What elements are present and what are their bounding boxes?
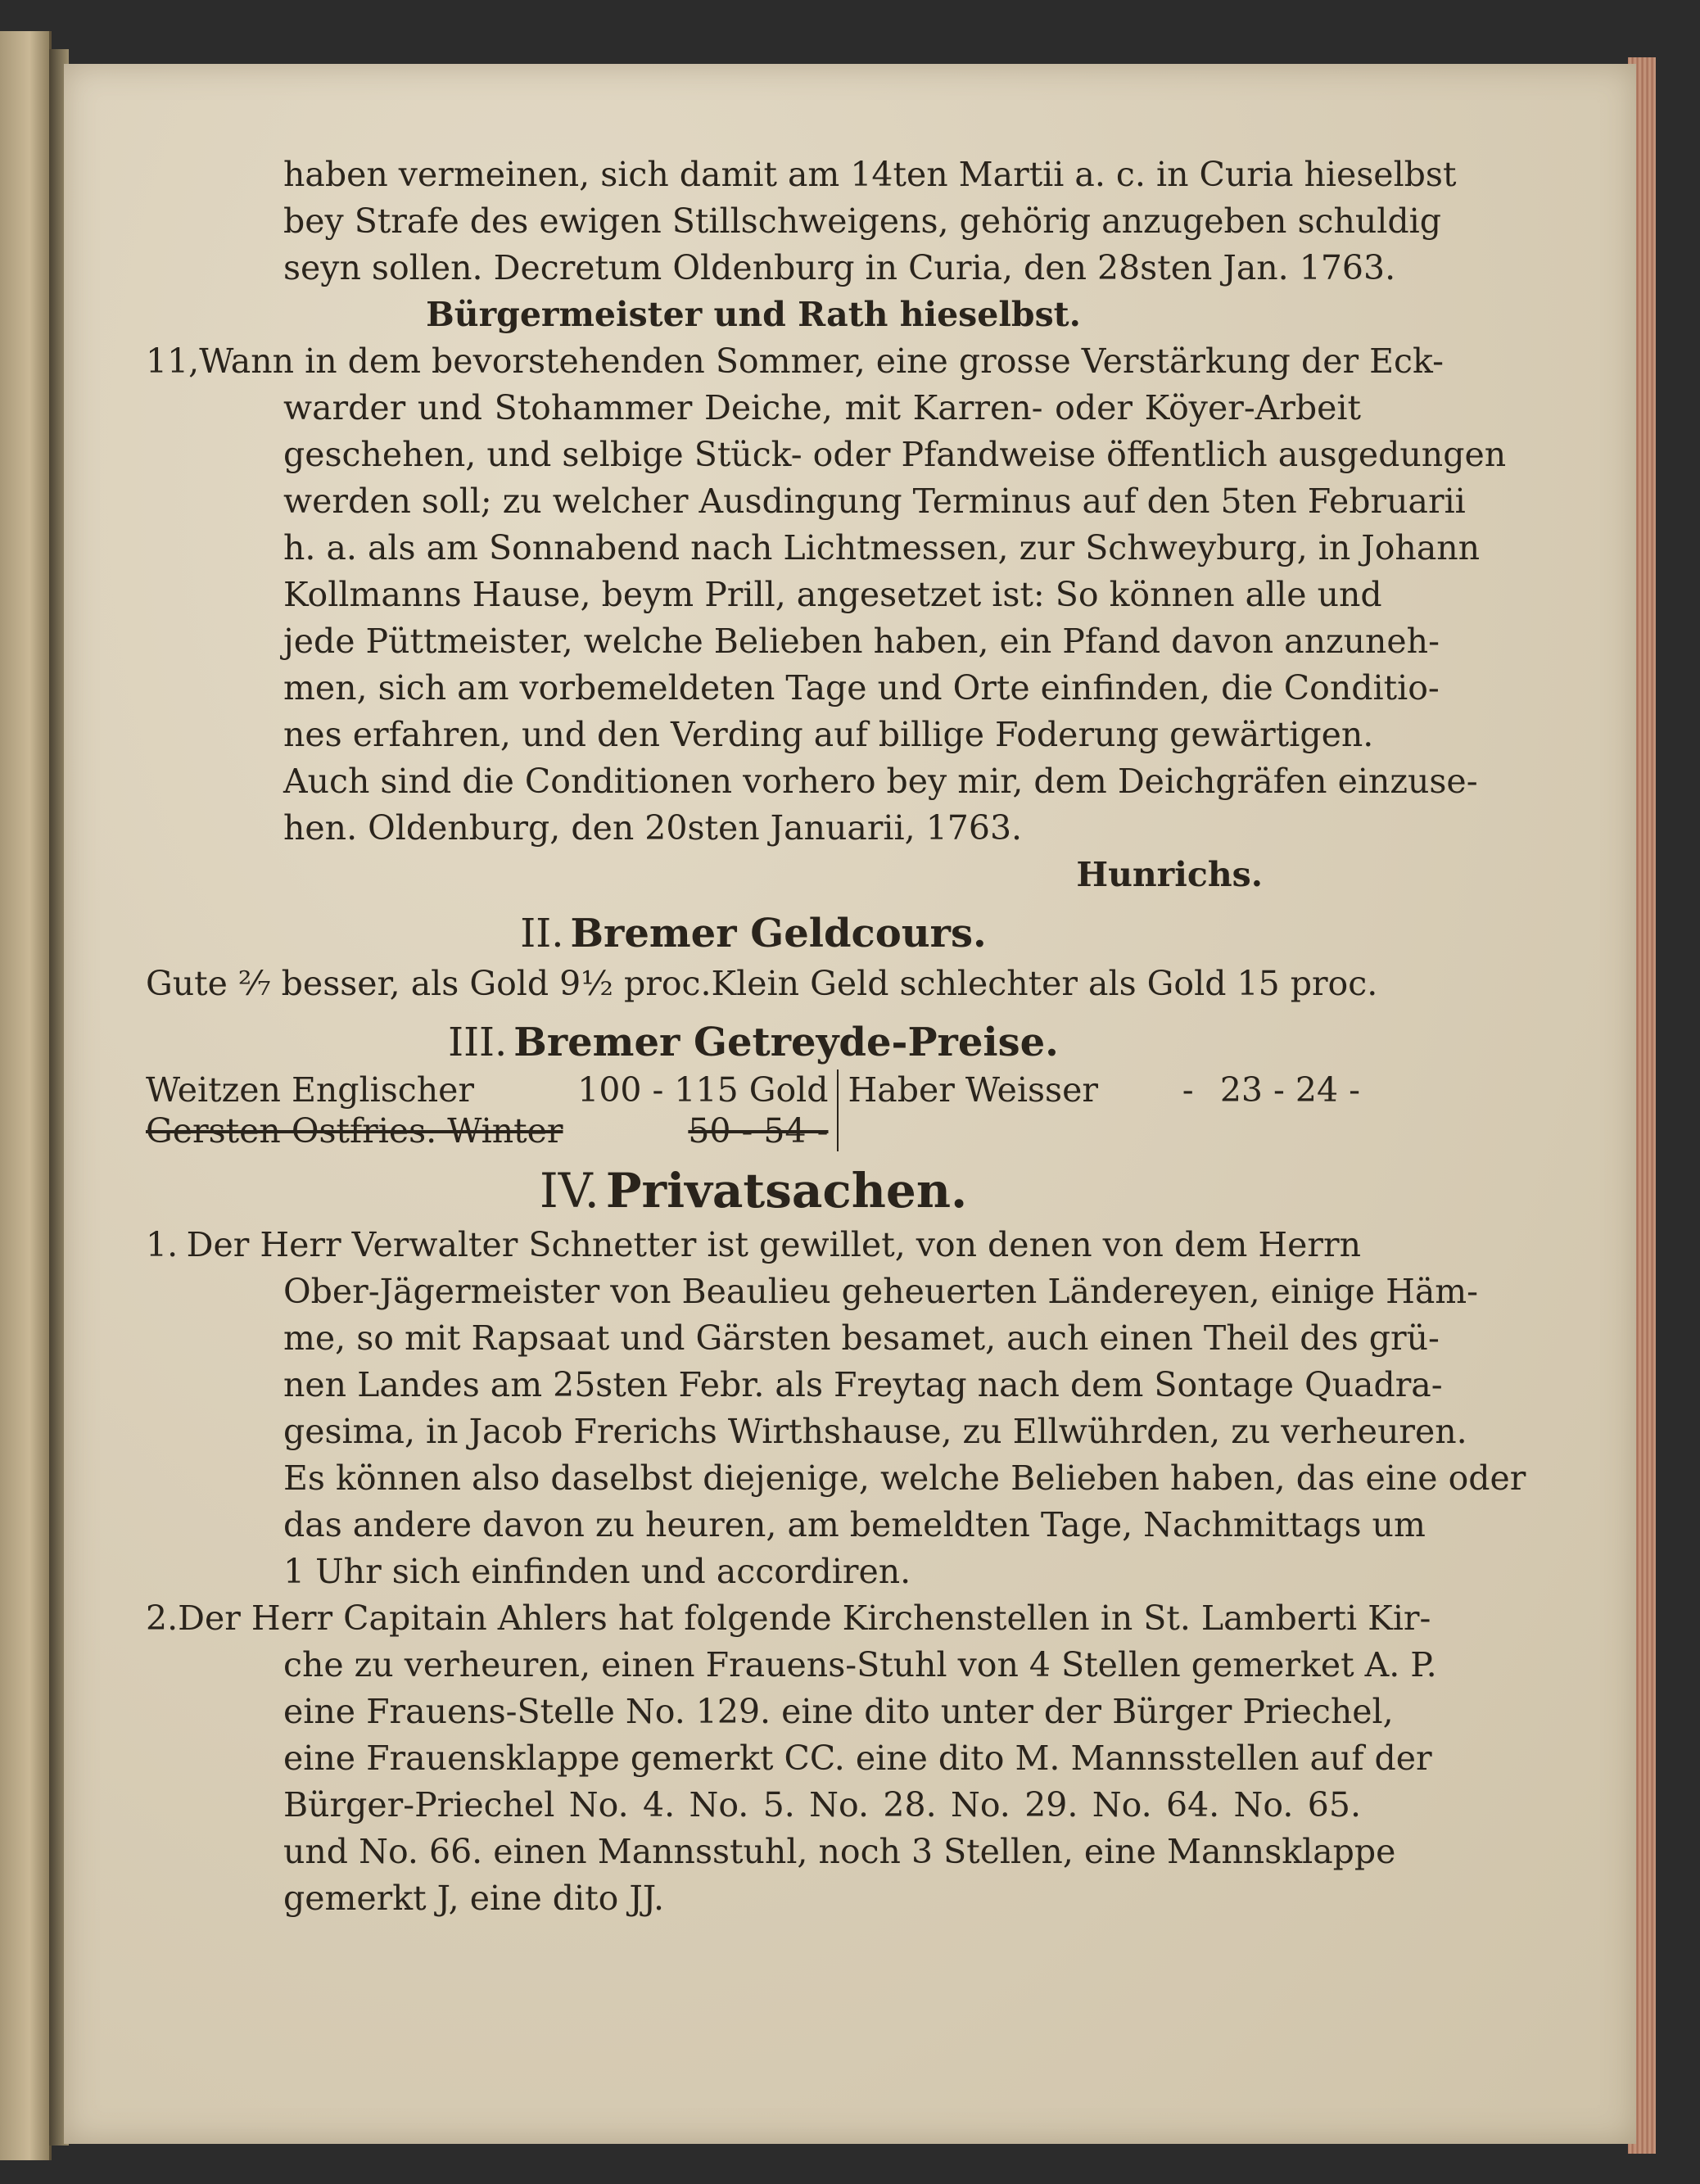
text-line: men, sich am vorbemeldeten Tage und Orte einfinden, die Conditio- — [283, 668, 1440, 708]
text-line: Auch sind die Conditionen vorhero bey mir, dem Deichgräfen einzuse- — [283, 762, 1478, 801]
section-title: Bremer Geldcours. — [570, 911, 987, 956]
text-line: gesima, in Jacob Frerichs Wirthshause, zu Ellwührden, zu verheuren. — [283, 1412, 1467, 1451]
signature-hunrichs: Hunrichs. — [1076, 855, 1263, 894]
text-line: das andere davon zu heuren, am bemeldten Tage, Nachmittags um — [283, 1505, 1426, 1544]
table-row — [146, 1069, 1360, 1110]
price-value: 23 - 24 - — [1219, 1070, 1360, 1110]
geldcours-right: Klein Geld schlechter als Gold 15 proc. — [711, 964, 1378, 1003]
item-number: 1. — [146, 1225, 179, 1264]
section-heading-privatsachen — [146, 1160, 1361, 1222]
section-roman-numeral: II. — [520, 911, 564, 956]
notice-first-line — [146, 338, 1444, 385]
text-line: nen Landes am 25sten Febr. als Freytag nach dem Sontage Quadra- — [283, 1365, 1443, 1404]
section-title: Bremer Getreyde-Preise. — [513, 1020, 1059, 1065]
item-first-line — [146, 1595, 1431, 1642]
section-heading-getreyde — [146, 1015, 1361, 1069]
text-line: seyn sollen. Decretum Oldenburg in Curia, den 28sten Jan. 1763. — [283, 248, 1396, 287]
price-value: 100 - 115 Gold — [563, 1069, 838, 1110]
text-line: 1 Uhr sich einfinden und accordiren. — [283, 1552, 911, 1591]
table-row — [146, 1110, 1360, 1151]
text-line: bey Strafe des ewigen Stillschweigens, gehörig anzugeben schuldig — [283, 201, 1442, 241]
text-line: warder und Stohammer Deiche, mit Karren- oder Köyer-Arbeit — [283, 388, 1361, 427]
page-text — [146, 151, 1526, 1922]
price-item: Haber Weisser — [848, 1070, 1098, 1110]
text-line: Ober-Jägermeister von Beaulieu geheuerten Ländereyen, einige Häm- — [283, 1272, 1479, 1311]
text-line: hen. Oldenburg, den 20sten Januarii, 1763. — [283, 808, 1023, 848]
text-line: Es können also daselbst diejenige, welche Belieben haben, das eine oder — [283, 1458, 1526, 1498]
geldcours-row — [146, 961, 1378, 1007]
price-item: Weitzen Englischer — [146, 1070, 475, 1110]
section-heading-geldcours — [146, 907, 1361, 961]
price-item: Gersten Ostfries. Winter — [146, 1111, 563, 1151]
text-line: me, so mit Rapsaat und Gärsten besamet, auch einen Theil des grü- — [283, 1318, 1440, 1358]
text-line: werden soll; zu welcher Ausdingung Terminus auf den 5ten Februarii — [283, 482, 1466, 521]
text-line: gemerkt J, eine dito JJ. — [283, 1879, 665, 1918]
text-line: haben vermeinen, sich damit am 14ten Martii a. c. in Curia hieselbst — [283, 155, 1457, 194]
text-line: Bürger-Priechel No. 4. No. 5. No. 28. No. 29. No. 64. No. 65. — [283, 1785, 1361, 1825]
price-item — [838, 1110, 1156, 1151]
grain-price-table — [146, 1069, 1361, 1151]
section-roman-numeral: III. — [448, 1020, 508, 1065]
price-separator: - — [1182, 1070, 1194, 1110]
item-number: 2. — [146, 1598, 179, 1638]
section-roman-numeral: IV. — [539, 1163, 599, 1219]
text-line: che zu verheuren, einen Frauens-Stuhl von 4 Stellen gemerket A. P. — [283, 1645, 1437, 1684]
text-line: eine Frauensklappe gemerkt CC. eine dito M. Mannsstellen auf der — [283, 1739, 1432, 1778]
text-line: Der Herr Capitain Ahlers hat folgende Kirchenstellen in St. Lamberti Kir- — [178, 1598, 1431, 1638]
geldcours-left: Gute ²⁄₇ besser, als Gold 9½ proc. — [146, 964, 712, 1003]
text-line: jede Püttmeister, welche Belieben haben, ein Pfand davon anzuneh- — [283, 622, 1440, 661]
signature-magistrate: Bürgermeister und Rath hieselbst. — [426, 295, 1081, 334]
section-title: Privatsachen. — [605, 1163, 968, 1219]
text-line: h. a. als am Sonnabend nach Lichtmessen, zur Schweyburg, in Johann — [283, 528, 1481, 567]
item-first-line — [146, 1222, 1361, 1268]
text-line: Der Herr Verwalter Schnetter ist gewillet, von denen von dem Herrn — [186, 1225, 1361, 1264]
notice-number: 11, — [146, 341, 200, 381]
text-line: nes erfahren, und den Verding auf billige Foderung gewärtigen. — [283, 715, 1374, 754]
price-value — [1220, 1110, 1360, 1151]
price-value: 50 - 54 - — [563, 1110, 838, 1151]
text-line: eine Frauens-Stelle No. 129. eine dito unter der Bürger Priechel, — [283, 1692, 1394, 1731]
text-line: Kollmanns Hause, beym Prill, angesetzet ist: So können alle und — [283, 575, 1382, 614]
price-separator — [1156, 1110, 1220, 1151]
facing-page-edge — [0, 31, 52, 2160]
text-line: geschehen, und selbige Stück- oder Pfandweise öffentlich ausgedungen — [283, 435, 1507, 474]
text-line: Wann in dem bevorstehenden Sommer, eine grosse Verstärkung der Eck- — [199, 341, 1444, 381]
text-line: und No. 66. einen Mannsstuhl, noch 3 Stellen, eine Mannsklappe — [283, 1832, 1396, 1871]
